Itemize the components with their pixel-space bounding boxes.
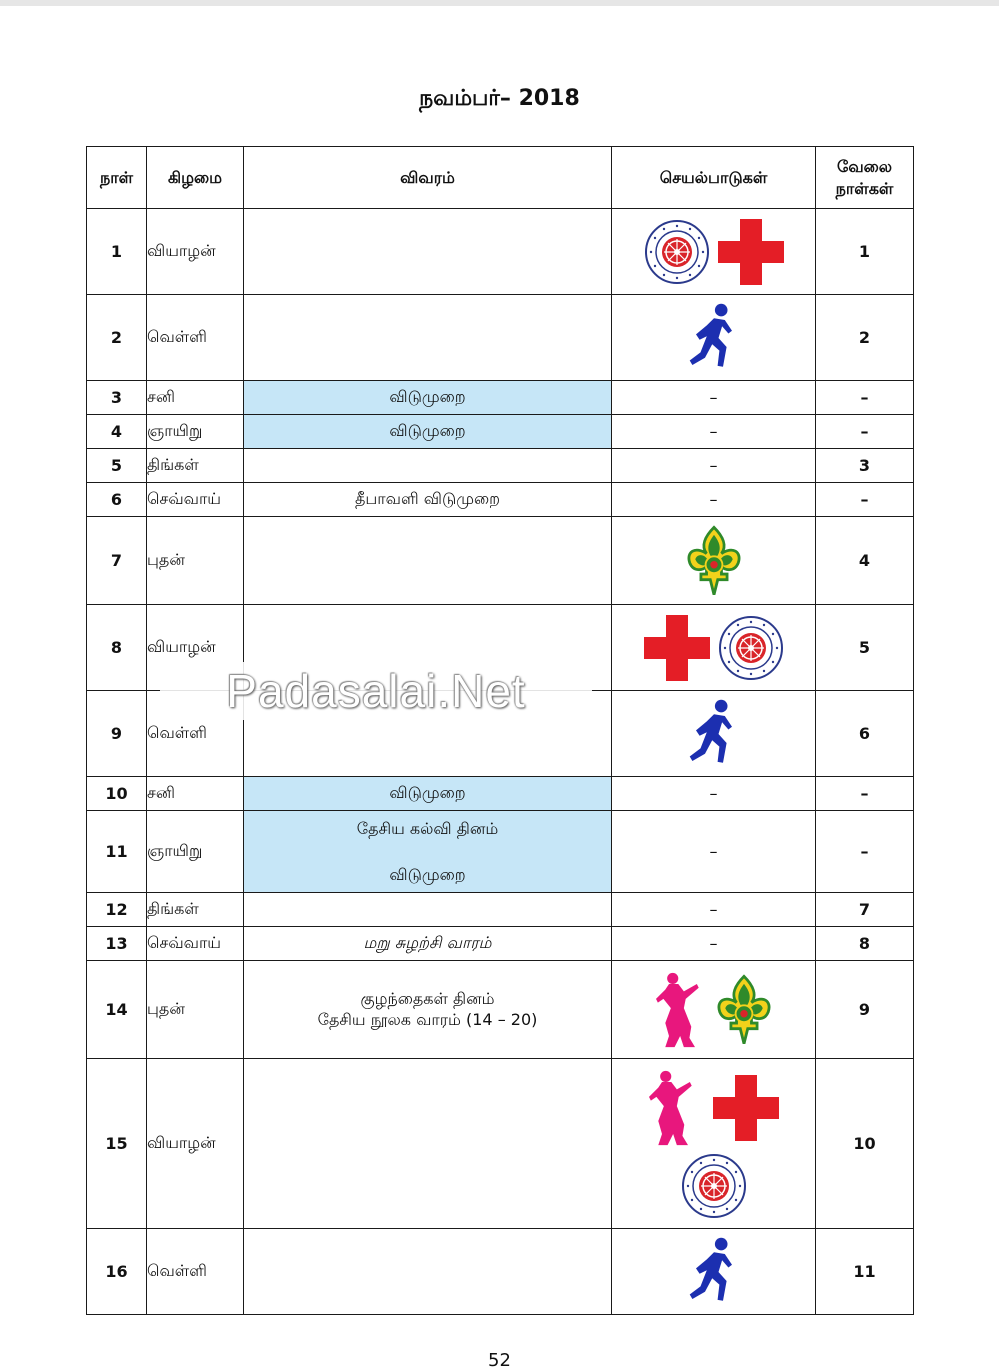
- working-day-cell: –: [816, 483, 914, 517]
- details-cell: [244, 1059, 612, 1229]
- activities-cell: –: [612, 415, 816, 449]
- header-activities: செயல்பாடுகள்: [612, 147, 816, 209]
- weekday-cell: வியாழன்: [147, 209, 244, 295]
- dancer-icon: [649, 1069, 701, 1147]
- weekday-cell: வியாழன்: [147, 605, 244, 691]
- page-title: நவம்பர்– 2018: [419, 86, 580, 111]
- activities-cell: [612, 517, 816, 605]
- activities-cell: [612, 1059, 816, 1229]
- day-cell: 2: [87, 295, 147, 381]
- weekday-cell: புதன்: [147, 517, 244, 605]
- working-day-cell: –: [816, 777, 914, 811]
- activities-cell: [612, 209, 816, 295]
- weekday-cell: வெள்ளி: [147, 1229, 244, 1315]
- working-day-cell: 6: [816, 691, 914, 777]
- day-cell: 16: [87, 1229, 147, 1315]
- activities-cell: [612, 1229, 816, 1315]
- working-day-cell: 9: [816, 961, 914, 1059]
- table-row: [87, 295, 914, 381]
- weekday-cell: வெள்ளி: [147, 691, 244, 777]
- header-working-days: வேலை நாள்கள்: [816, 147, 914, 209]
- details-cell: [244, 295, 612, 381]
- nss-emblem-icon: [718, 615, 784, 681]
- weekday-cell: சனி: [147, 381, 244, 415]
- day-cell: 5: [87, 449, 147, 483]
- table-row: [87, 209, 914, 295]
- details-line: தேசிய நூலக வாரம் (14 – 20): [317, 1009, 538, 1029]
- red-cross-icon: [644, 615, 710, 681]
- header-details: விவரம்: [244, 147, 612, 209]
- details-line: குழந்தைகள் தினம்: [360, 988, 495, 1008]
- red-cross-icon: [713, 1075, 779, 1141]
- day-cell: 4: [87, 415, 147, 449]
- runner-icon: [687, 698, 741, 770]
- details-cell: விடுமுறை: [244, 381, 612, 415]
- table-row: [87, 483, 914, 517]
- activities-cell: –: [612, 811, 816, 893]
- table-row: [87, 517, 914, 605]
- runner-icon: [687, 302, 741, 374]
- working-day-cell: 8: [816, 927, 914, 961]
- table-row: [87, 811, 914, 893]
- activities-cell: –: [612, 381, 816, 415]
- working-day-cell: 5: [816, 605, 914, 691]
- day-cell: 13: [87, 927, 147, 961]
- day-cell: 3: [87, 381, 147, 415]
- details-cell: [244, 1229, 612, 1315]
- weekday-cell: வியாழன்: [147, 1059, 244, 1229]
- page-number: 52: [488, 1350, 511, 1371]
- table-row: [87, 415, 914, 449]
- working-day-cell: –: [816, 415, 914, 449]
- activities-cell: –: [612, 893, 816, 927]
- day-cell: 8: [87, 605, 147, 691]
- activities-cell: –: [612, 777, 816, 811]
- nss-emblem-icon: [644, 219, 710, 285]
- weekday-cell: ஞாயிறு: [147, 415, 244, 449]
- day-cell: 7: [87, 517, 147, 605]
- details-cell: [244, 209, 612, 295]
- details-cell: [244, 961, 612, 1059]
- details-cell: [244, 449, 612, 483]
- activities-cell: –: [612, 483, 816, 517]
- day-cell: 1: [87, 209, 147, 295]
- day-cell: 12: [87, 893, 147, 927]
- table-row: [87, 961, 914, 1059]
- header-weekday: கிழமை: [147, 147, 244, 209]
- working-day-cell: 1: [816, 209, 914, 295]
- activities-cell: [612, 961, 816, 1059]
- activities-cell: –: [612, 449, 816, 483]
- runner-icon: [687, 1236, 741, 1308]
- day-cell: 11: [87, 811, 147, 893]
- weekday-cell: திங்கள்: [147, 893, 244, 927]
- calendar-table: [86, 146, 914, 1315]
- weekday-cell: செவ்வாய்: [147, 927, 244, 961]
- details-cell: [244, 811, 612, 893]
- table-header-row: [87, 147, 914, 209]
- activities-cell: –: [612, 927, 816, 961]
- working-day-cell: 4: [816, 517, 914, 605]
- day-cell: 6: [87, 483, 147, 517]
- weekday-cell: வெள்ளி: [147, 295, 244, 381]
- working-day-cell: 2: [816, 295, 914, 381]
- dancer-icon: [656, 971, 708, 1049]
- details-cell: [244, 893, 612, 927]
- details-cell: [244, 517, 612, 605]
- weekday-cell: ஞாயிறு: [147, 811, 244, 893]
- table-row: [87, 449, 914, 483]
- working-day-cell: –: [816, 381, 914, 415]
- activities-cell: [612, 605, 816, 691]
- table-row: [87, 893, 914, 927]
- day-cell: 9: [87, 691, 147, 777]
- top-bar: [0, 0, 999, 6]
- working-day-cell: –: [816, 811, 914, 893]
- working-day-cell: 10: [816, 1059, 914, 1229]
- working-day-cell: 11: [816, 1229, 914, 1315]
- table-row: [87, 1059, 914, 1229]
- details-cell: விடுமுறை: [244, 777, 612, 811]
- table-row: [87, 1229, 914, 1315]
- nss-emblem-icon: [681, 1153, 747, 1219]
- working-day-cell: 7: [816, 893, 914, 927]
- details-line: விடுமுறை: [389, 865, 466, 884]
- scout-emblem-icon: [716, 974, 772, 1046]
- table-row: [87, 381, 914, 415]
- activities-cell: [612, 691, 816, 777]
- table-row: [87, 777, 914, 811]
- weekday-cell: செவ்வாய்: [147, 483, 244, 517]
- details-line: தேசிய கல்வி தினம்: [356, 819, 499, 838]
- watermark: Padasalai.Net: [160, 662, 592, 720]
- details-cell: தீபாவளி விடுமுறை: [244, 483, 612, 517]
- details-cell: விடுமுறை: [244, 415, 612, 449]
- weekday-cell: திங்கள்: [147, 449, 244, 483]
- day-cell: 14: [87, 961, 147, 1059]
- day-cell: 10: [87, 777, 147, 811]
- table-row: [87, 927, 914, 961]
- header-day: நாள்: [87, 147, 147, 209]
- day-cell: 15: [87, 1059, 147, 1229]
- activities-cell: [612, 295, 816, 381]
- scout-emblem-icon: [686, 525, 742, 597]
- weekday-cell: புதன்: [147, 961, 244, 1059]
- working-day-cell: 3: [816, 449, 914, 483]
- weekday-cell: சனி: [147, 777, 244, 811]
- details-cell: மறு சுழற்சி வாரம்: [244, 927, 612, 961]
- red-cross-icon: [718, 219, 784, 285]
